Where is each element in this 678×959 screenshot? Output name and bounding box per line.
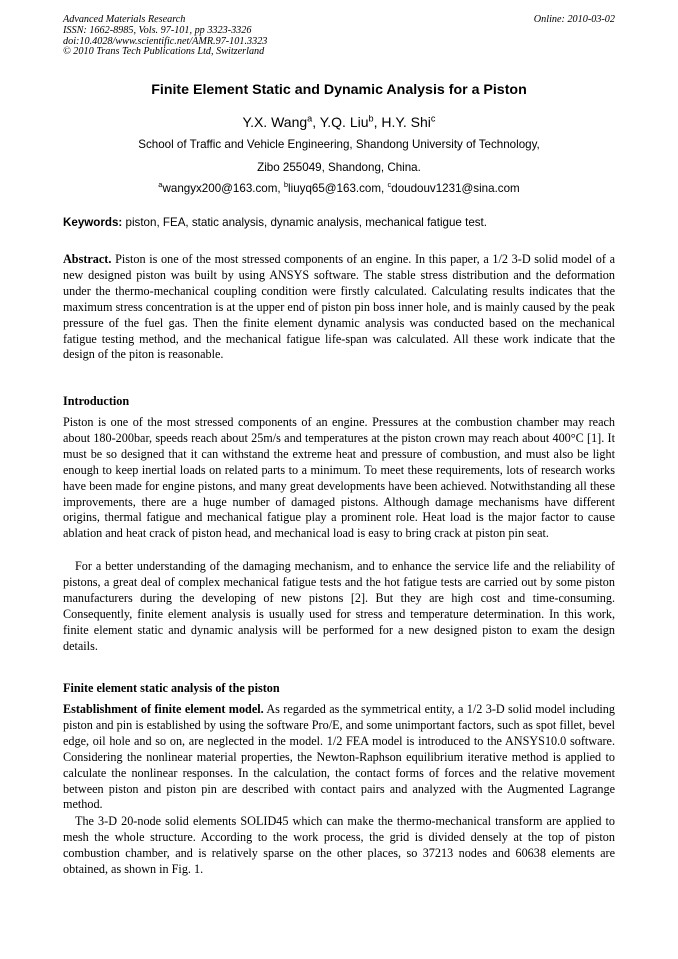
email-sup: b [283, 180, 289, 190]
author-list: Y.X. Wang$^a$, Y.Q. Liu$^b$, H.Y. Shi$^c$ [242, 113, 436, 130]
email-list: $^a$wangyx200@163.com, $^b$liuyq65@163.com, $^c$doudouv1231@sina.com [158, 180, 520, 195]
static-p1-text: As regarded as the symmetrical entity, a 1/2 3-D solid model including piston and pin is established by using the software Pro/E, and some unimportant factors, such as spot fillet, bevel edge, oil hole and so on, are neglected in the model. 1/2 FEA model is introduced to the ANSYS10.0 software. Considering the nonlinear material properties, the Newton-Raphson equilibrium iterative method is applied to calculate the nonlinear responses. In the calculation, the contact forms of forces and the relative movement between piston and piston pin are described with contact pairs and analyzed with the Augmented Lagrange method. [63, 702, 615, 812]
intro-paragraph-2: For a better understanding of the damaging mechanism, and to enhance the service life and the reliability of pistons, a great deal of complex mechanical fatigue tests and the hot fatigue tests are carried out by some piston manufacturers during the developing of new pistons [2]. But they are high cost and time-consuming. Consequently, finite element analysis is usually used for stress and temperature determination. In this work, finite element static and dynamic analysis will be performed for a new designed piston to exam the design details. [63, 559, 615, 653]
author-sup: a [307, 113, 313, 124]
static-heading: Finite element static analysis of the piston [63, 681, 280, 695]
keywords [63, 216, 615, 229]
author-name: Y.Q. Liu [319, 114, 369, 130]
abstract-label: Abstract. [63, 252, 112, 266]
journal-name: Advanced Materials Research [63, 14, 186, 25]
keywords-text: piston, FEA, static analysis, dynamic analysis, mechanical fatigue test. [122, 216, 488, 229]
doi-line: doi:10.4028/www.scientific.net/AMR.97-101.3323 [63, 35, 268, 47]
email-link[interactable]: wangyx200@163.com [162, 182, 278, 195]
copyright-line: © 2010 Trans Tech Publications Ltd, Switzerland [63, 46, 265, 58]
affiliation-line-1: School of Traffic and Vehicle Engineering, Shandong University of Technology, [138, 138, 540, 151]
author-sup: b [368, 113, 374, 124]
keywords-label: Keywords: [63, 216, 123, 229]
email-link[interactable]: doudouv1231@sina.com [391, 182, 520, 195]
paper-title: Finite Element Static and Dynamic Analysis for a Piston [151, 82, 527, 98]
abstract [63, 252, 615, 363]
issn-line: ISSN: 1662-8985, Vols. 97-101, pp 3323-3326 [63, 24, 252, 36]
author-sup: c [430, 113, 436, 124]
intro-paragraph-1: Piston is one of the most stressed components of an engine. Pressures at the combustion chamber may reach about 180-200bar, speeds reach about 25m/s and temperatures at the piston crown may reach about 400°C [1]. It must be so designed that it can withstand the extreme heat and pressure of combustion, and must also be light enough to keep inertial loads on related parts to a minimum. To meet these requirements, lots of research works have been made for engine pistons, and many great developments have been achieved. Notwithstanding all these improvements, there are a huge number of damaged pistons. Although damage mechanisms have different origins, thermal fatigue and mechanical fatigue play a prominent role. Heat load is the major factor to cause ablation and heat crack of piston head, and mechanical load is easy to bring crack at piston pin seat. [63, 415, 615, 541]
abstract-text: Piston is one of the most stressed components of an engine. In this paper, a 1/2 3-D solid model of a new designed piston was built by using ANSYS software. The stable stress distribution and the deformation under the thermo-mechanical coupling condition were firstly calculated. Calculating results indicates that the maximum stress concentration is at the upper end of piston pin boss inner hole, and is mainly caused by the peak pressure of the fuel gas. Then the finite element dynamic analysis was conducted based on the mechanical fatigue testing method, and the mechanical fatigue life-span was calculated. All these work indicate that the design of the piton is reasonable. [63, 252, 615, 362]
affiliation-line-2: Zibo 255049, Shandong, China. [257, 161, 421, 174]
static-paragraph-2: The 3-D 20-node solid elements SOLID45 which can make the thermo-mechanical transform are applied to mesh the whole structure. According to the work process, the grid is divided densely at the top of piston combustion chamber, and is relatively sparse on the other places, so 37213 nodes and 60638 elements are obtained, as shown in Fig. 1. [63, 814, 615, 876]
email-sup: a [158, 180, 163, 190]
author-name: Y.X. Wang [242, 114, 308, 130]
online-date: Online: 2010-03-02 [533, 14, 615, 25]
email-link[interactable]: liuyq65@163.com [288, 182, 382, 195]
static-sub-label: Establishment of finite element model. [63, 702, 264, 716]
journal-header [63, 15, 615, 58]
intro-heading: Introduction [63, 394, 130, 408]
author-name: H.Y. Shi [381, 114, 431, 130]
email-sup: c [387, 180, 392, 190]
static-paragraph-1 [63, 702, 615, 813]
